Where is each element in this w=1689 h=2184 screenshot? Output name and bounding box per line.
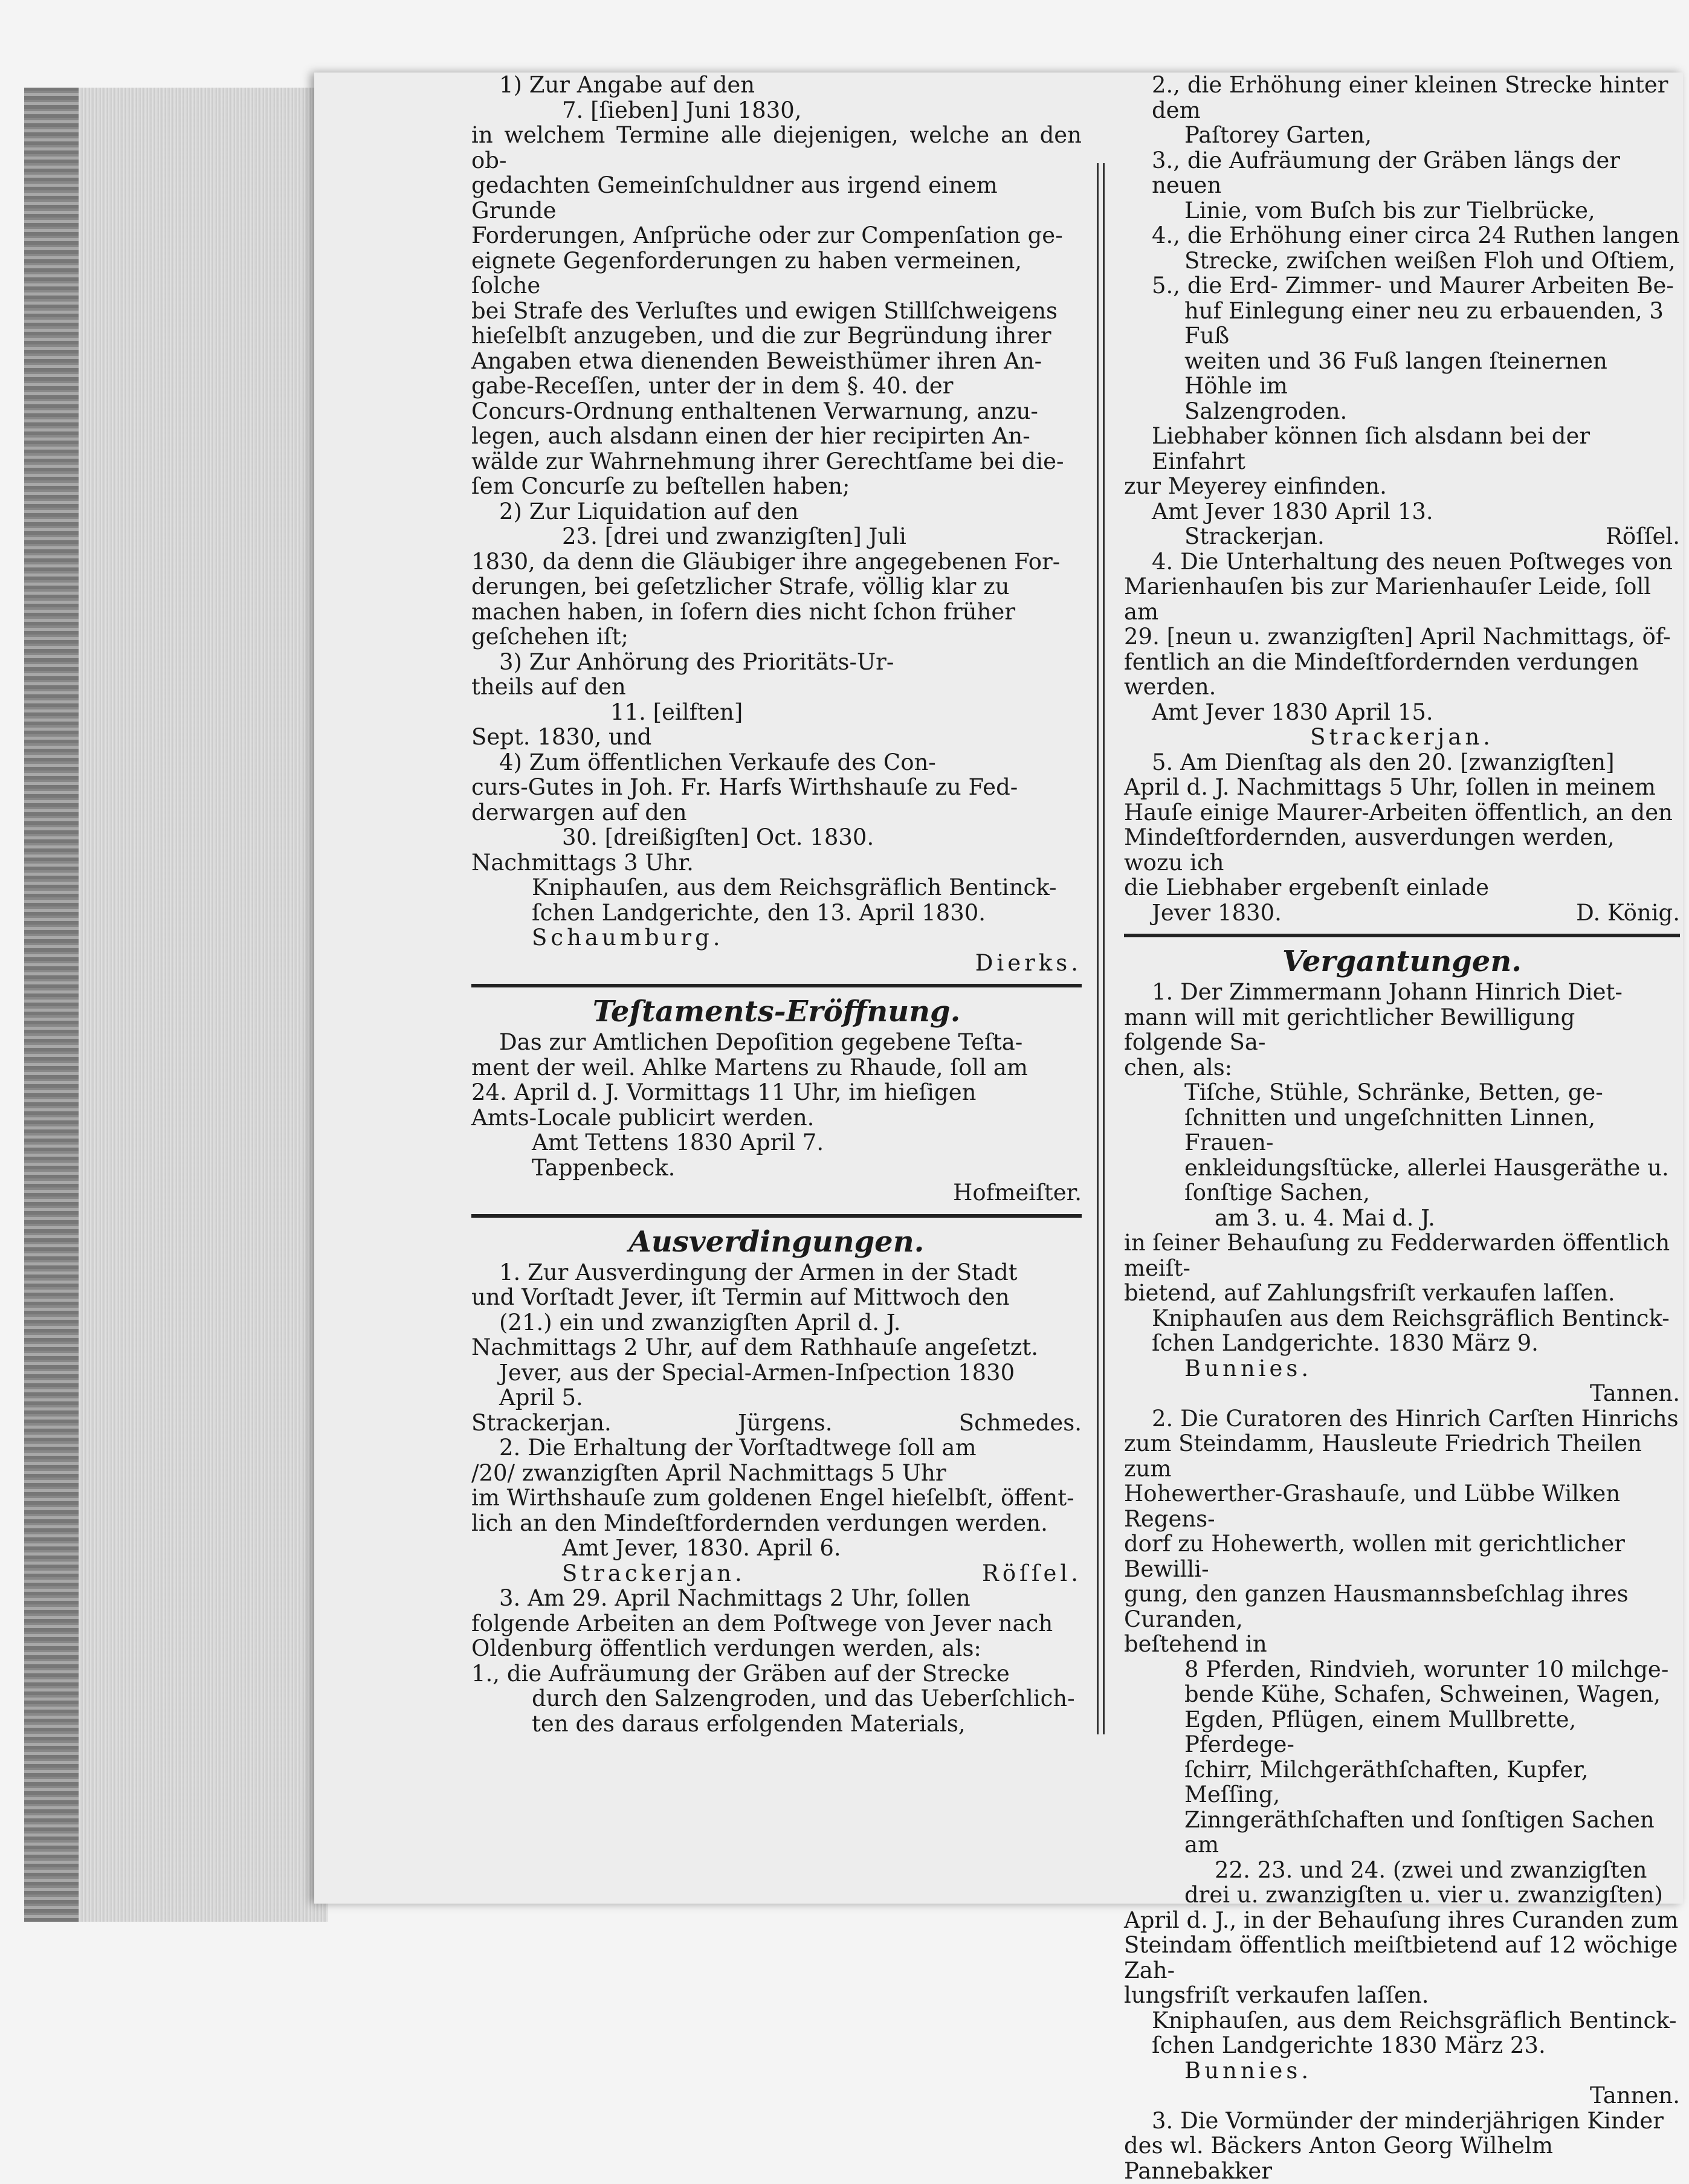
book-spine-edge	[24, 88, 79, 1922]
text-line: 22. 23. und 24. (zwei und zwanzigſten	[1215, 1856, 1647, 1883]
text-line: ment der weil. Ahlke Martens zu Rhaude, ſoll am	[471, 1054, 1028, 1081]
text-line: Nachmittags 2 Uhr, auf dem Rathhauſe angeſetzt.	[471, 1334, 1038, 1360]
text-line: 1. Zur Ausverdingung der Armen in der Stadt	[499, 1259, 1018, 1285]
text-line: 4., die Erhöhung einer circa 24 Ruthen langen	[1152, 222, 1680, 248]
text-line: zur Meyerey einfinden.	[1124, 473, 1387, 499]
notice-p4	[471, 750, 1082, 926]
signature: Bunnies.	[1184, 2057, 1313, 2084]
text-line: Tiſche, Stühle, Schränke, Betten, ge-	[1184, 1079, 1603, 1105]
signature: Dierks.	[975, 949, 1082, 976]
text-line: Jever, aus der Special-Armen-Inſpection 1830	[499, 1359, 1015, 1386]
signature: Tannen.	[1589, 1380, 1680, 1406]
text-line: 8 Pferden, Rindvieh, worunter 10 milchge-	[1184, 1656, 1669, 1682]
text-line: Salzengroden.	[1184, 398, 1348, 424]
signature: D. König.	[1576, 899, 1680, 926]
signature: Tappenbeck.	[532, 1154, 676, 1181]
text-line: in welchem Termine alle diejenigen, welche an den ob-	[471, 122, 1082, 173]
text-line: Amt Jever 1830 April 13.	[1152, 498, 1433, 525]
text-line: enkleidungsſtücke, allerlei Hausgeräthe u.	[1184, 1154, 1669, 1181]
text-line: derungen, bei geſetzlicher Strafe, völlig klar zu	[471, 573, 1010, 599]
text-line: April d. J. Nachmittags 5 Uhr, ſollen in meinem	[1124, 774, 1656, 800]
text-line: 7. [ſieben] Juni 1830,	[562, 97, 802, 123]
text-line: 2) Zur Liquidation auf den	[499, 498, 799, 525]
right-column	[1124, 73, 1680, 2183]
text-line: 23. [drei und zwanzigſten] Juli	[562, 523, 906, 549]
text-line: 2. Die Curatoren des Hinrich Carſten Hinrichs	[1152, 1405, 1679, 1432]
text-line: gedachten Gemeinſchuldner aus irgend einem Grunde	[471, 172, 998, 224]
text-line: Steindam öffentlich meiſtbietend auf 12 wöchige Zah-	[1124, 1932, 1678, 1983]
text-line: 1) Zur Angabe auf den	[499, 72, 755, 98]
text-line: curs-Gutes in Joh. Fr. Harfs Wirthshauſe zu Fed-	[471, 774, 1018, 800]
text-line: 3. Die Vormünder der minderjährigen Kinder	[1152, 2107, 1664, 2134]
text-line: ſchen Landgerichte, den 13. April 1830.	[532, 899, 986, 926]
text-line: Hauſe einige Maurer-Arbeiten öffentlich, an den	[1124, 799, 1673, 825]
signature: Strackerjan.	[1184, 523, 1325, 549]
section-rule	[471, 1214, 1082, 1218]
section-heading-ausverdingungen: Ausverdingungen.	[628, 1224, 925, 1259]
text-line: 1., die Aufräumung der Gräben auf der Strecke	[471, 1660, 1010, 1687]
signature: Jever 1830.	[1152, 899, 1282, 926]
text-line: folgende Arbeiten an dem Poſtwege von Jever nach	[471, 1610, 1053, 1636]
text-line: derwargen auf den	[471, 799, 687, 825]
section-heading-testament: Teſtaments-Eröffnung.	[592, 995, 961, 1029]
text-line: Marienhauſen bis zur Marienhauſer Leide, ſoll am	[1124, 573, 1652, 625]
text-line: April d. J., in der Behauſung ihres Curanden zum	[1124, 1907, 1679, 1933]
text-line: bietend, auf Zahlungsfriſt verkaufen laſſen.	[1124, 1280, 1615, 1306]
text-line: 5., die Erd- Zimmer- und Maurer Arbeiten Be-	[1152, 273, 1674, 299]
text-line: 3) Zur Anhörung des Prioritäts-Ur-	[499, 648, 894, 675]
text-line: chen, als:	[1124, 1054, 1233, 1081]
text-line: 30. [dreißigſten] Oct. 1830.	[562, 824, 874, 850]
text-line: ſonſtige Sachen,	[1184, 1180, 1370, 1206]
text-line: lich an den Mindeſtfordernden verdungen werden.	[471, 1510, 1048, 1536]
text-line: ſem Concurſe zu beſtellen haben;	[471, 473, 850, 499]
text-line: eignete Gegenforderungen zu haben vermeinen, ſolche	[471, 247, 1022, 299]
text-line: weiten und 36 Fuß langen ſteinernen Höhle im	[1184, 347, 1607, 399]
signature: Jürgens.	[738, 1409, 833, 1436]
text-line: Amt Tettens 1830 April 7.	[532, 1129, 824, 1155]
text-line: am 3. u. 4. Mai d. J.	[1215, 1204, 1435, 1231]
text-line: Sept. 1830, und	[471, 724, 652, 750]
text-line: legen, auch alsdann einen der hier recipirten An-	[471, 423, 1030, 449]
text-line: des wl. Bäckers Anton Georg Wilhelm Pannebakker	[1124, 2133, 1553, 2184]
text-line: Concurs-Ordnung enthaltenen Verwarnung, anzu-	[471, 398, 1038, 424]
text-line: ten des daraus erfolgenden Materials,	[532, 1710, 966, 1737]
text-line: gung, den ganzen Hausmannsbeſchlag ihres Curanden,	[1124, 1581, 1629, 1632]
text-line: theils auf den	[471, 674, 626, 700]
text-line: ſchen Landgerichte. 1830 März 9.	[1152, 1330, 1539, 1356]
signature: Schmedes.	[958, 1409, 1082, 1436]
text-line: Strecke, zwiſchen weißen Floh und Oſtiem,	[1184, 247, 1676, 274]
section-rule	[1124, 934, 1680, 937]
text-line: bei Strafe des Verluſtes und ewigen Stillſchweigens	[471, 297, 1058, 324]
text-line: lungsfriſt verkaufen laſſen.	[1124, 1982, 1429, 2008]
text-line: zum Steindamm, Hausleute Friedrich Theilen zum	[1124, 1430, 1642, 1482]
text-line: Amt Jever 1830 April 15.	[1152, 699, 1433, 725]
signature-row	[471, 1410, 1082, 1436]
text-line: beſtehend in	[1124, 1631, 1267, 1657]
signature: Röſſel.	[981, 1560, 1082, 1586]
text-line: gabe-Receſſen, unter der in dem §. 40. der	[471, 373, 954, 399]
text-line: Kniphauſen, aus dem Reichsgräflich Bentinck-	[1152, 2007, 1677, 2034]
text-line: und Vorſtadt Jever, iſt Termin auf Mittwoch den	[471, 1284, 1010, 1310]
left-column	[471, 73, 1082, 1736]
signature: Bunnies.	[1184, 1355, 1313, 1381]
text-line: 4. Die Unterhaltung des neuen Poſtweges von	[1152, 548, 1673, 575]
section-rule	[471, 984, 1082, 987]
text-line: 1830, da denn die Gläubiger ihre angegebenen For-	[471, 548, 1061, 575]
text-line: Linie, vom Buſch bis zur Tielbrücke,	[1184, 197, 1595, 224]
text-line: 4) Zum öffentlichen Verkaufe des Con-	[499, 749, 936, 775]
text-line: 24. April d. J. Vormittags 11 Uhr, im hieſigen	[471, 1079, 977, 1105]
signature: Hofmeiſter.	[953, 1180, 1082, 1206]
text-line: Mindeſtfordernden, ausverdungen werden, wozu ich	[1124, 824, 1615, 876]
text-line: Nachmittags 3 Uhr.	[471, 849, 694, 876]
text-line: Oldenburg öffentlich verdungen werden, als:	[471, 1635, 981, 1661]
text-line: 11. [eilften]	[610, 699, 743, 725]
text-line: 3., die Aufräumung der Gräben längs der neuen	[1152, 147, 1620, 198]
signature: Tannen.	[1589, 2082, 1680, 2108]
text-line: im Wirthshauſe zum goldenen Engel hieſelbſt, öffent-	[471, 1485, 1074, 1511]
signature: Strackerjan.	[1310, 724, 1494, 750]
text-line: Das zur Amtlichen Depoſition gegebene Teſta-	[499, 1029, 1023, 1055]
text-line: wälde zur Wahrnehmung ihrer Gerechtſame bei die-	[471, 448, 1064, 474]
text-line: machen haben, in ſofern dies nicht ſchon früher	[471, 598, 1016, 625]
text-line: 5. Am Dienſtag als den 20. [zwanzigſten]	[1152, 749, 1615, 775]
signature: Strackerjan.	[471, 1409, 612, 1436]
signature: Röſſel.	[1605, 523, 1680, 549]
text-line: bende Kühe, Schafen, Schweinen, Wagen,	[1184, 1681, 1661, 1707]
text-line: /20/ zwanzigſten April Nachmittags 5 Uhr	[471, 1459, 946, 1486]
notice-p3	[471, 650, 1082, 750]
text-line: ſchen Landgerichte 1830 März 23.	[1152, 2032, 1546, 2058]
text-line: Kniphauſen aus dem Reichsgräflich Bentinck-	[1152, 1305, 1670, 1331]
text-line: Amt Jever, 1830. April 6.	[562, 1535, 841, 1561]
text-line: Zinngeräthſchaften und ſonſtigen Sachen am	[1184, 1806, 1655, 1858]
text-line: Amts-Locale publicirt werden.	[471, 1104, 815, 1131]
text-line: Hohewerther-Grashauſe, und Lübbe Wilken Regens-	[1124, 1481, 1621, 1532]
signature-row	[1124, 900, 1680, 926]
text-line: Forderungen, Anſprüche oder zur Compenſation ge-	[471, 222, 1063, 248]
text-line: (21.) ein und zwanzigſten April d. J.	[499, 1309, 901, 1336]
text-line: Angaben etwa dienenden Beweisthümer ihren An-	[471, 347, 1042, 374]
text-line: in ſeiner Behauſung zu Fedderwarden öffentlich meiſt-	[1124, 1230, 1670, 1281]
text-line: Paſtorey Garten,	[1184, 122, 1372, 148]
signature: Schaumburg.	[532, 925, 724, 951]
text-line: Egden, Pflügen, einem Mullbrette, Pferdege-	[1184, 1706, 1577, 1757]
text-line: dorf zu Hohewerth, wollen mit gerichtlicher Bewilli-	[1124, 1531, 1625, 1582]
text-line: durch den Salzengroden, und das Ueberſchlich-	[532, 1685, 1075, 1711]
text-line: Kniphauſen, aus dem Reichsgräflich Bentinck-	[532, 874, 1057, 900]
text-line: die Liebhaber ergebenſt einlade	[1124, 874, 1490, 900]
text-line: mann will mit gerichtlicher Bewilligung folgende Sa-	[1124, 1004, 1575, 1055]
text-line: 1. Der Zimmermann Johann Hinrich Diet-	[1152, 979, 1623, 1005]
notice-p1	[471, 73, 1082, 499]
text-line: drei u. zwanzigſten u. vier u. zwanzigſten)	[1184, 1882, 1663, 1908]
text-line: fentlich an die Mindeſtfordernden verdungen werden.	[1124, 648, 1639, 700]
text-line: hieſelbſt anzugeben, und die zur Begründung ihrer	[471, 323, 1051, 349]
text-line: 3. Am 29. April Nachmittags 2 Uhr, ſollen	[499, 1585, 970, 1611]
text-line: 2., die Erhöhung einer kleinen Strecke hinter dem	[1152, 72, 1668, 123]
text-line: Liebhaber können ſich alsdann bei der Einfahrt	[1152, 423, 1591, 474]
signature: Strackerjan.	[562, 1560, 746, 1586]
text-line: ſchnitten und ungeſchnitten Linnen, Frauen-	[1184, 1104, 1596, 1155]
text-line: 29. [neun u. zwanzigſten] April Nachmittags, öf-	[1124, 624, 1671, 650]
text-line: April 5.	[499, 1384, 583, 1410]
column-divider	[1097, 163, 1105, 1734]
text-line: ſchirr, Milchgeräthſchaften, Kupfer, Meſſing,	[1184, 1756, 1589, 1808]
text-line: 2. Die Erhaltung der Vorſtadtwege ſoll am	[499, 1435, 977, 1461]
text-line: geſchehen iſt;	[471, 624, 628, 650]
section-heading-vergantungen: Vergantungen.	[1282, 945, 1522, 978]
signature-row	[1124, 524, 1680, 549]
text-line: huf Einlegung einer neu zu erbauenden, 3 Fuß	[1184, 297, 1664, 349]
signature-row	[471, 1561, 1082, 1586]
notice-p2	[471, 499, 1082, 650]
